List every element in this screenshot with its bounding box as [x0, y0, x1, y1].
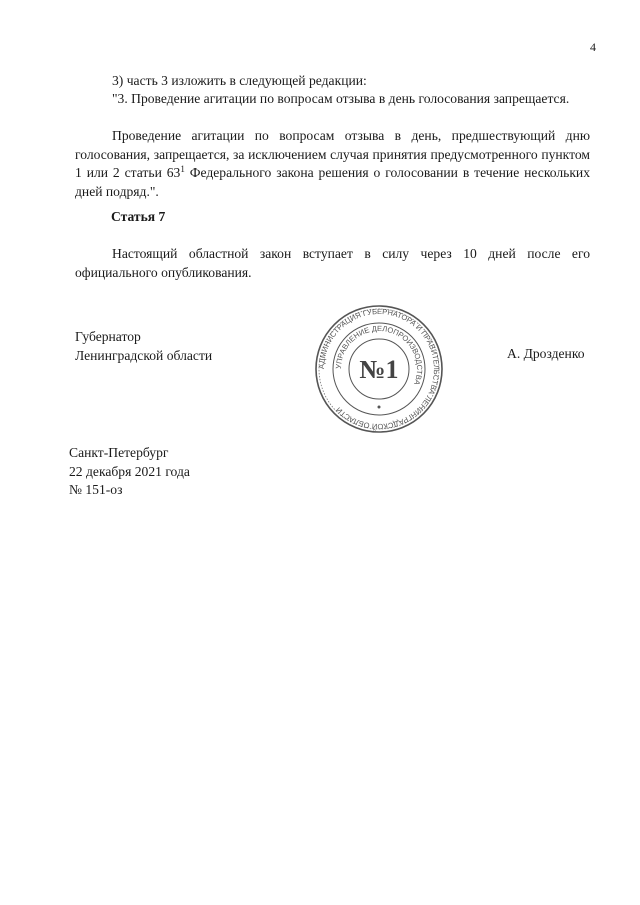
- quote-paragraph-1: "3. Проведение агитации по вопросам отзыва в день голосования запрещается.: [112, 91, 570, 106]
- quote-paragraph-2-end: Федерального закона решения о голосовании в течение нескольких дней подряд.".: [75, 165, 591, 199]
- law-number: № 151-оз: [69, 482, 123, 497]
- quote-paragraph-2-text: Проведение агитации по вопросам отзыва в день, предшествующий дню голосования, запрещается, за исключением случая принятия предусмотренного пунктом 1 или 2 статьи 63: [75, 128, 590, 180]
- signing-place-block: [69, 444, 190, 500]
- item-3-text: 3) часть 3 изложить в следующей редакции:: [112, 73, 367, 88]
- signing-city: Санкт-Петербург: [69, 445, 169, 460]
- article-7-heading: Статья 7: [111, 209, 166, 224]
- signing-date: 22 декабря 2021 года: [69, 463, 190, 479]
- signature-title: [75, 328, 212, 365]
- article-7-text: Настоящий областной закон вступает в силу через 10 дней после его официального опубликования.: [75, 246, 590, 280]
- signatory-name: А. Дрозденко: [507, 346, 585, 361]
- signature-title-line-2: Ленинградской области: [75, 347, 213, 363]
- seal-inner-text: УПРАВЛЕНИЕ ДЕЛОПРОИЗВОДСТВА: [333, 323, 425, 387]
- seal-number: №1: [359, 355, 399, 384]
- quote-paragraph-2: [75, 127, 590, 201]
- seal-outer-text: АДМИНИСТРАЦИЯ ГУБЕРНАТОРА И ПРАВИТЕЛЬСТВА ЛЕНИНГРАДСКОЙ ОБЛАСТИ: [316, 306, 442, 432]
- seal-graphic: [313, 303, 445, 435]
- official-seal: [313, 303, 445, 435]
- superscript-1: 1: [180, 164, 185, 174]
- page-number: 4: [590, 40, 596, 54]
- signature-title-line-1: Губернатор: [75, 329, 141, 344]
